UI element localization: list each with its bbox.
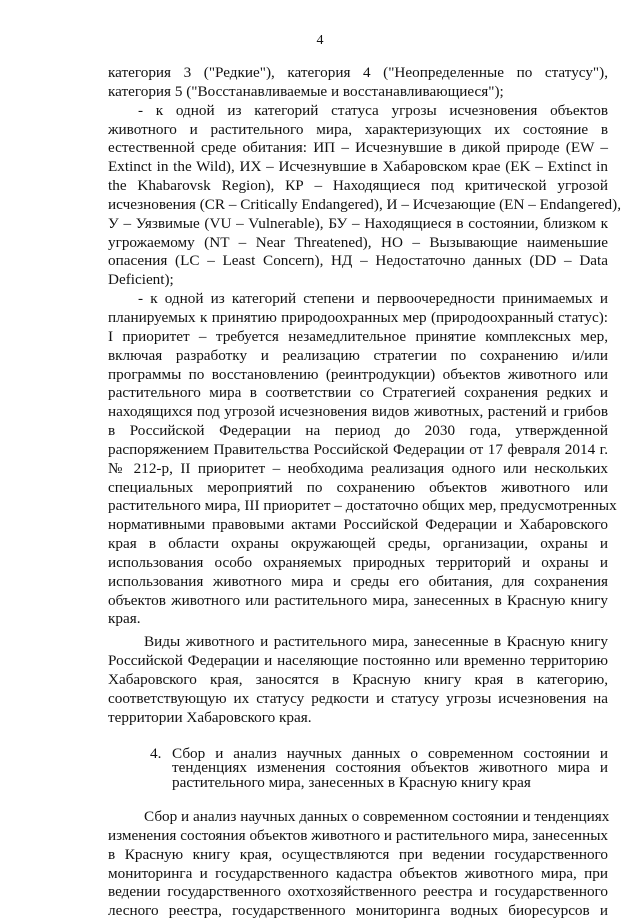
text-line: Российской Федерации и населяющие постоянно или временно территорию xyxy=(108,652,608,670)
text-line: Виды животного и растительного мира, занесенные в Красную книгу xyxy=(144,633,608,651)
text-line: специальных мероприятий по сохранению объектов животного или xyxy=(108,478,608,496)
text-line: Extinct in the Wild), ИХ – Исчезнувшие в Хабаровском крае (EK – Extinct in xyxy=(108,158,608,176)
text-line: края в области охраны окружающей среды, организации, охраны и xyxy=(108,535,608,553)
text-line: включая разработку и реализацию стратегии по сохранению и/или xyxy=(108,346,608,364)
section-heading xyxy=(108,744,608,791)
text-line: категория 5 ("Восстанавливаемые и восстанавливающиеся"); xyxy=(108,82,504,100)
text-line: в Красную книгу края, осуществляются при ведении государственного xyxy=(108,845,608,863)
text-line: Хабаровского края, заносятся в Красную книгу края в категорию, xyxy=(108,671,608,688)
text-line: I приоритет – требуется незамедлительное принятие комплексных мер, xyxy=(108,327,608,345)
text-line: мониторинга и государственного кадастра объектов животного мира, при xyxy=(108,864,608,882)
text-line: - к одной из категорий степени и первоочередности принимаемых и xyxy=(138,290,608,308)
text-line: находящихся под угрозой исчезновения видов животных, растений и грибов xyxy=(108,403,608,421)
text-line: опасения (LC – Least Concern), НД – Недостаточно данных (DD – Data xyxy=(108,252,608,270)
text-line: использования животного мира и среды его обитания, для сохранения xyxy=(108,572,608,590)
text-line: № 212-р, II приоритет – необходима реализация одного или нескольких xyxy=(108,459,608,477)
text-line: категория 3 ("Редкие"), категория 4 ("Неопределенные по статусу"), xyxy=(108,64,608,81)
section-number: 4. xyxy=(150,744,162,762)
text-line: естественной среде обитания: ИП – Исчезнувшие в дикой природе (EW – xyxy=(108,139,608,157)
text-line: У – Уязвимые (VU – Vulnerable), БУ – Находящиеся в состоянии, близком к xyxy=(108,214,608,232)
text-line: соответствующую их статусу редкости и статусу угрозы исчезновения на xyxy=(108,689,608,707)
text-line: программы по восстановлению (реинтродукции) объектов животного или xyxy=(108,365,608,383)
text-line: распоряжением Правительства Российской Федерации от 17 февраля 2014 г. xyxy=(108,440,608,458)
paragraph-categories-end xyxy=(108,64,608,102)
paragraph-threat-status xyxy=(108,101,621,290)
text-line: планируемых к принятию природоохранных мер (природоохранный статус): xyxy=(108,308,608,326)
text-line: угрожаемому (NT – Near Threatened), НО – Вызывающие наименьшие xyxy=(108,233,608,251)
text-line: растительного мира, III приоритет – достаточно общих мер, предусмотренных xyxy=(108,497,617,515)
text-line: Deficient); xyxy=(108,271,174,289)
text-line: края. xyxy=(108,610,141,628)
heading-line: растительного мира, занесенных в Красную книгу края xyxy=(172,773,531,791)
text-line: нормативными правовыми актами Российской Федерации и Хабаровского xyxy=(108,516,608,534)
text-line: лесного реестра, государственного мониторинга водных биоресурсов и xyxy=(108,902,608,920)
text-line: в Российской Федерации на период до 2030 года, утвержденной xyxy=(108,422,608,440)
paragraph-collection xyxy=(108,808,608,921)
paragraph-priority xyxy=(108,290,617,629)
text-line: - к одной из категорий статуса угрозы исчезновения объектов xyxy=(138,101,608,119)
text-line: ведении государственного охотхозяйственного реестра и государственного xyxy=(108,883,608,901)
text-line: исчезновения (CR – Critically Endangered), И – Исчезающие (EN – Endangered), xyxy=(108,195,621,213)
text-line: объектов животного или растительного мира, занесенных в Красную книгу xyxy=(108,591,608,609)
text-line: территории Хабаровского края. xyxy=(108,708,312,726)
text-line: изменения состояния объектов животного и растительного мира, занесенных xyxy=(108,826,608,844)
document-body xyxy=(108,64,621,921)
paragraph-species xyxy=(108,633,608,727)
text-line: растительного мира в соответствии со Стратегией сохранения редких и xyxy=(108,384,608,402)
page-number: 4 xyxy=(316,33,324,48)
heading-line: тенденциях изменения состояния объектов животного мира и xyxy=(172,759,608,777)
text-line: the Khabarovsk Region), КР – Находящиеся под критической угрозой xyxy=(108,177,608,195)
text-line: Сбор и анализ научных данных о современном состоянии и тенденциях xyxy=(144,808,610,826)
text-line: использования особо охраняемых природных территорий и охраны и xyxy=(108,553,608,571)
text-line: животного и растительного мира, характеризующих их состояние в xyxy=(108,120,608,138)
heading-text: Сбор и анализ научных данных о современном состоянии и xyxy=(172,744,608,762)
